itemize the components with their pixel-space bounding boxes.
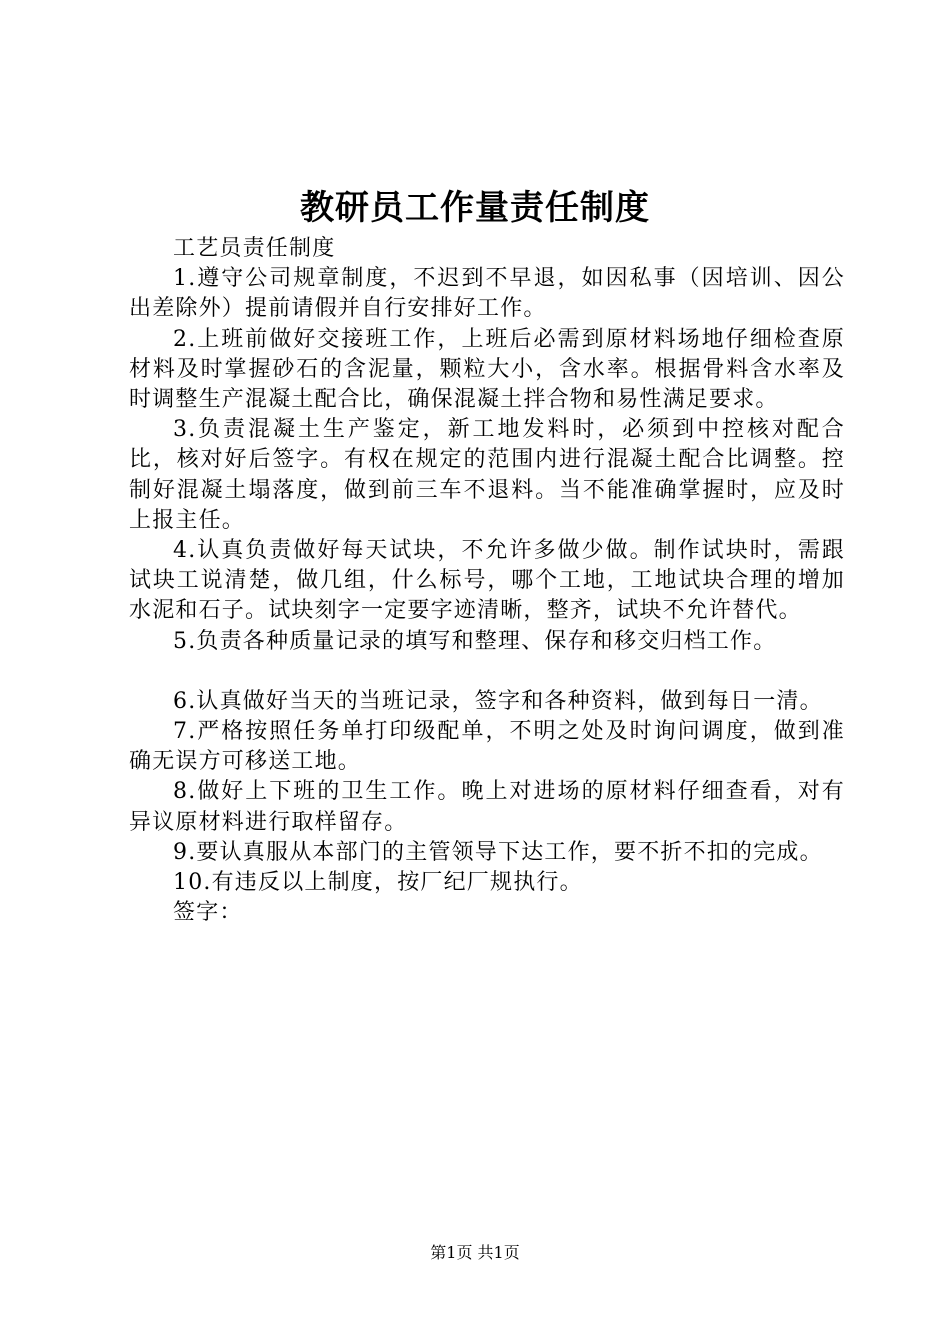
rule-item-6: 6.认真做好当天的当班记录，签字和各种资料，做到每日一清。 bbox=[173, 688, 823, 714]
rule-item-1: 1.遵守公司规章制度，不迟到不早退，如因私事（因培训、因公出差除外）提前请假并自行安排好工作。 bbox=[129, 266, 845, 322]
document-body bbox=[129, 234, 845, 928]
section-heading: 工艺员责任制度 bbox=[173, 236, 336, 261]
rule-item-9: 9.要认真服从本部门的主管领导下达工作，要不折不扣的完成。 bbox=[173, 839, 823, 865]
rule-item-5: 5.负责各种质量记录的填写和整理、保存和移交归档工作。 bbox=[173, 628, 777, 654]
rule-item-10: 10.有违反以上制度，按厂纪厂规执行。 bbox=[173, 870, 583, 896]
rule-item-7: 7.严格按照任务单打印级配单，不明之处及时询问调度，做到准确无误方可移送工地。 bbox=[129, 719, 845, 775]
page-footer: 第1页 共1页 bbox=[430, 1243, 520, 1262]
rule-item-3: 3.负责混凝土生产鉴定，新工地发料时，必须到中控核对配合比，核对好后签字。有权在规定的范围内进行混凝土配合比调整。控制好混凝土塌落度，做到前三车不退料。当不能准确掌握时，应及时上报主任。 bbox=[129, 417, 845, 533]
rule-item-4: 4.认真负责做好每天试块，不允许多做少做。制作试块时，需跟试块工说清楚，做几组，什么标号，哪个工地，工地试块合理的增加水泥和石子。试块刻字一定要字迹清晰，整齐，试块不允许替代。 bbox=[129, 538, 845, 624]
signature-label: 签字： bbox=[173, 900, 243, 926]
rule-item-2: 2.上班前做好交接班工作，上班后必需到原材料场地仔细检查原材料及时掌握砂石的含泥量，颗粒大小，含水率。根据骨料含水率及时调整生产混凝土配合比，确保混凝土拌合物和易性满足要求。 bbox=[129, 326, 845, 413]
rule-item-8: 8.做好上下班的卫生工作。晚上对进场的原材料仔细查看，对有异议原材料进行取样留存。 bbox=[129, 779, 845, 835]
page-title: 教研员工作量责任制度 bbox=[300, 188, 650, 228]
